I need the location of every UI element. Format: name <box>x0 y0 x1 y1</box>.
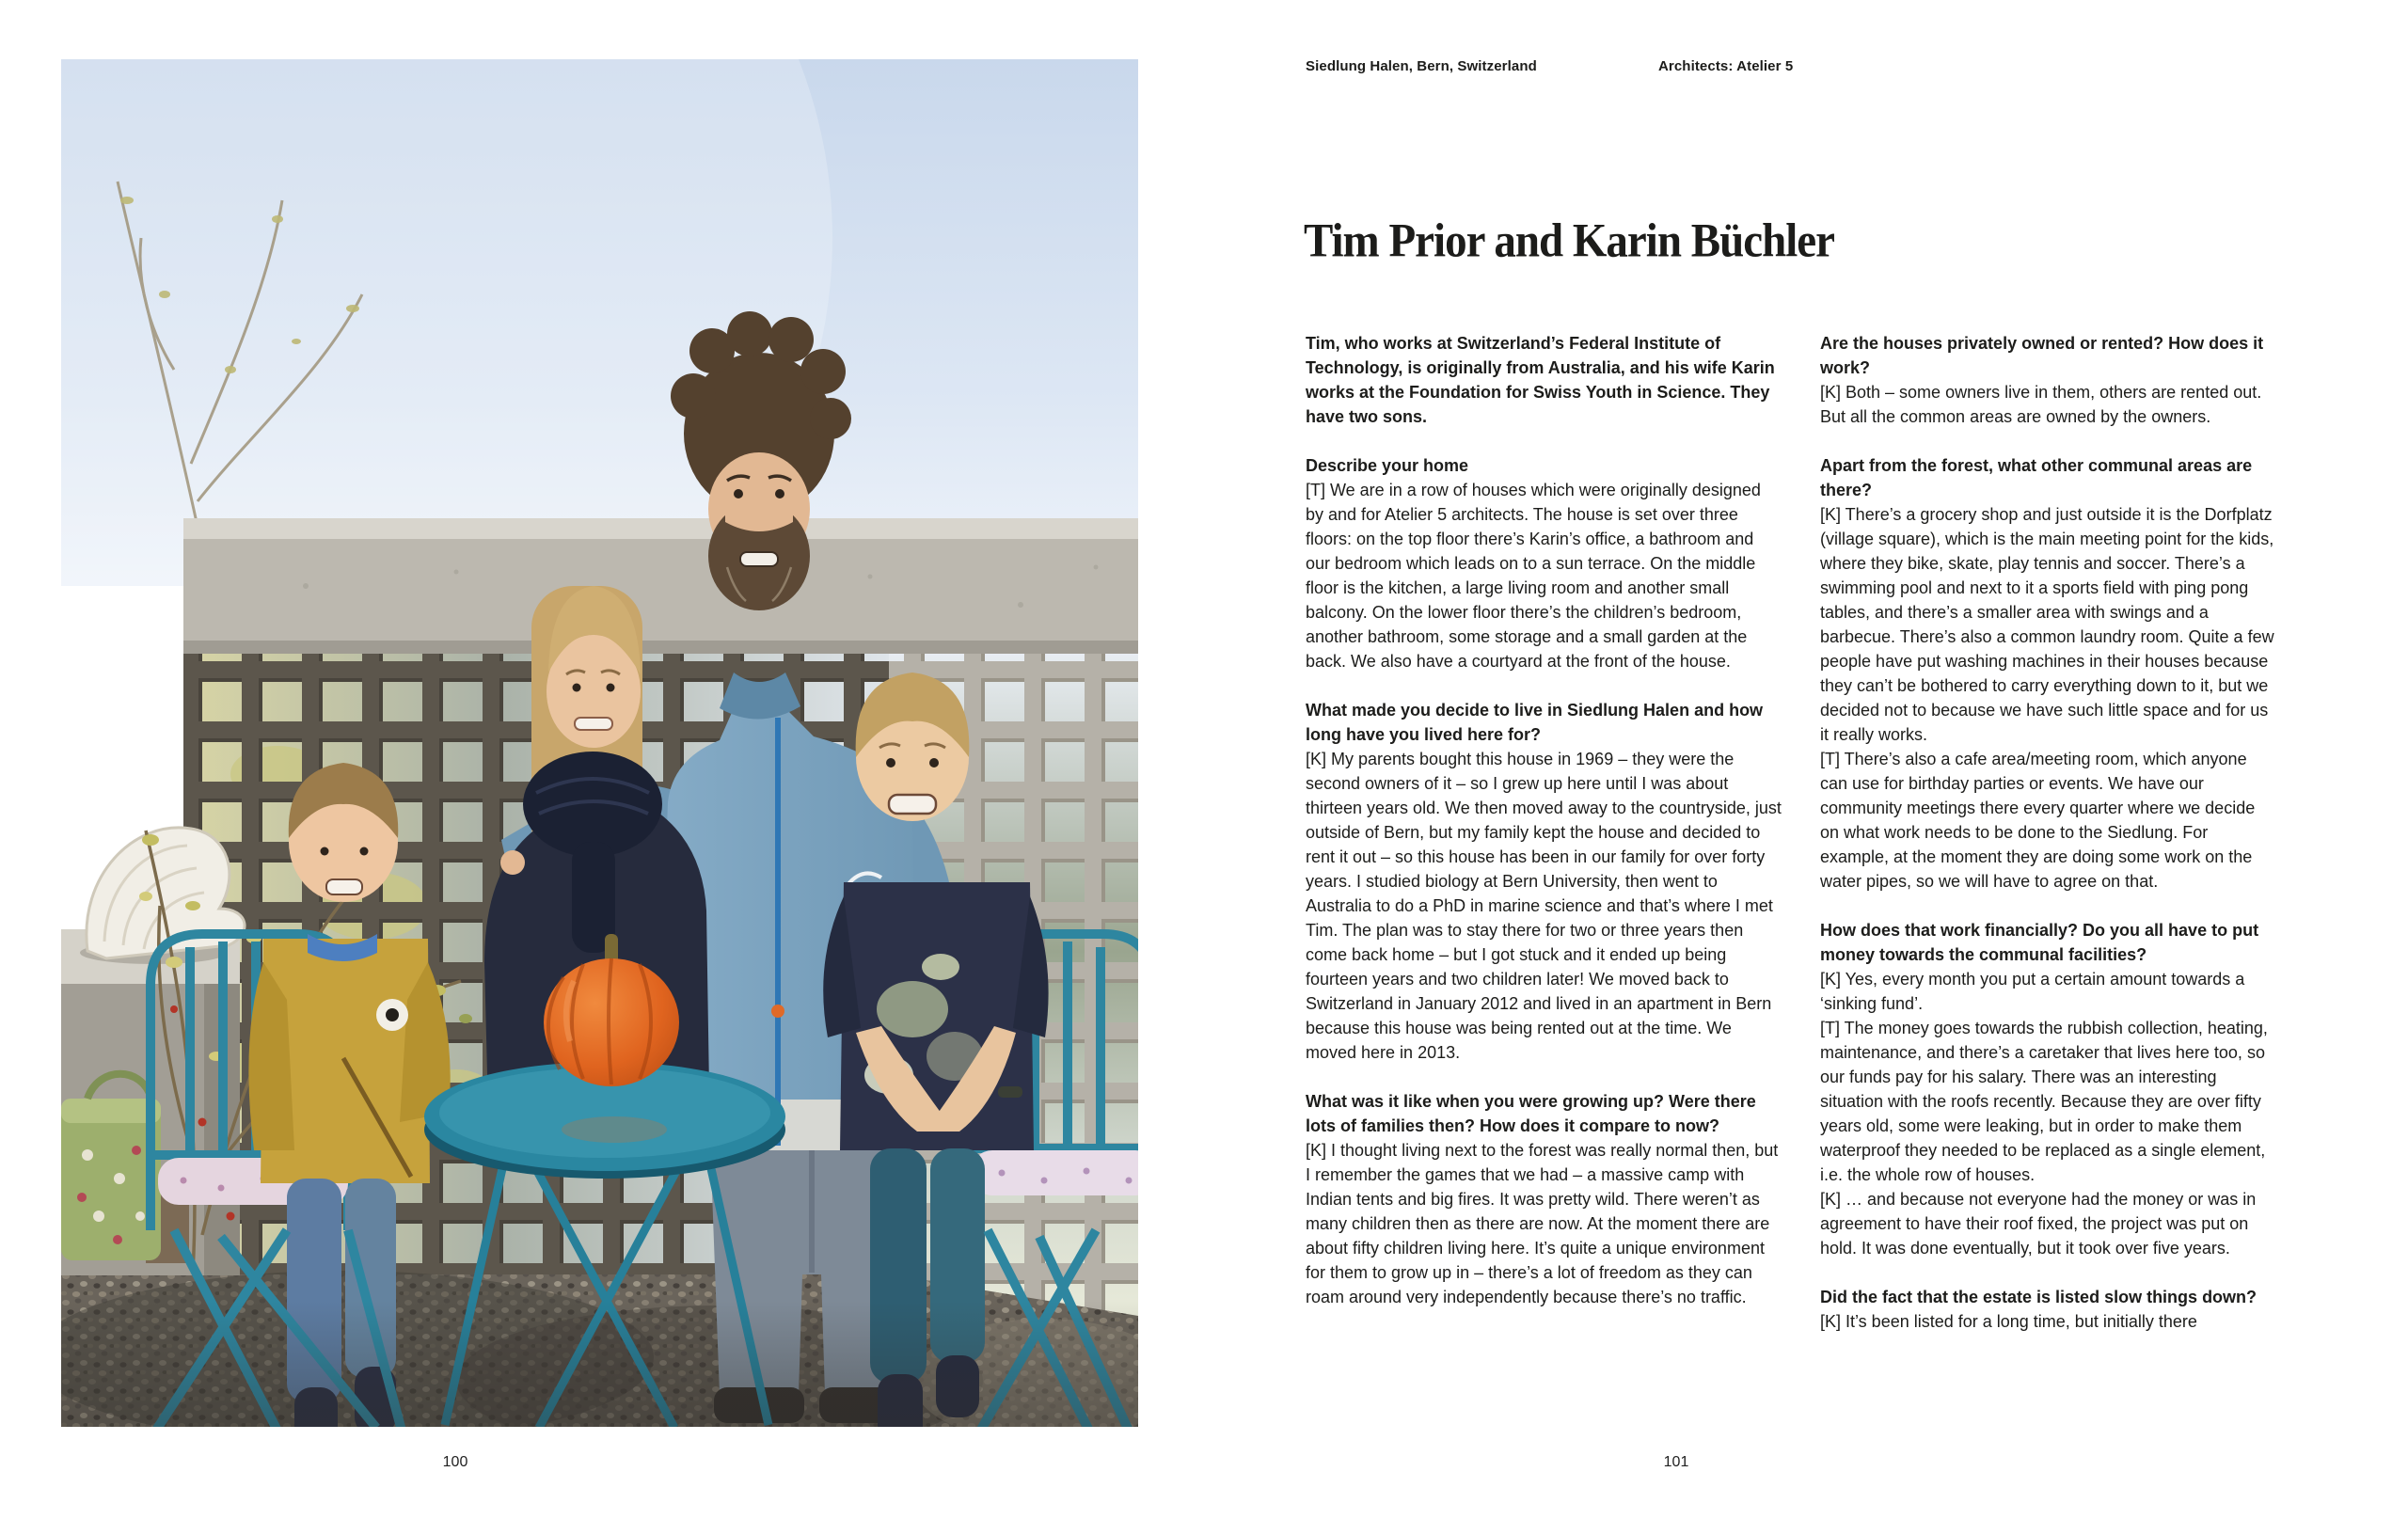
interview-column-right <box>1820 331 2275 1334</box>
qa-section <box>1820 453 2275 894</box>
question: How does that work financially? Do you all have to put money towards the communal facilities? <box>1820 921 2259 964</box>
running-head-architects: Architects: Atelier 5 <box>1658 58 1794 74</box>
answer-paragraph: [K] Yes, every month you put a certain amount towards a ‘sinking fund’. <box>1820 970 2245 1013</box>
question: Apart from the forest, what other communal areas are there? <box>1820 456 2253 499</box>
father-hand-on-shoulder <box>500 850 525 875</box>
right-chair-cushion <box>972 1150 1138 1195</box>
qa-section <box>1306 698 1782 1065</box>
answer-paragraph: [T] We are in a row of houses which were originally designed by and for Atelier 5 architects. The house is set over three floors: on the top floor there’s Karin’s office, a bathroom and our bedroom which leads on to a sun terrace. On the middle floor is the kitchen, a large living room and another small balcony. On the lower floor there’s the children’s bedroom, another bathroom, some storage and a small garden at the back. We also have a courtyard at the front of the house. <box>1306 481 1761 671</box>
qa-section <box>1820 1285 2275 1334</box>
wristband <box>998 1086 1022 1098</box>
answer-paragraph: [K] Both – some owners live in them, others are rented out. But all the common areas are owned by the owners. <box>1820 383 2262 426</box>
answer-paragraph: [K] My parents bought this house in 1969 – they were the second owners of it – so I grew up here until I was about thirteen years old. We then moved away to the countryside, just outside of Bern, but my family kept the house and decided to rent it out – so this house has been in our family for over forty years. I studied biology at Bern University, then went to Australia to do a PhD in marine science and that’s where I met Tim. The plan was to stay there for two or three years then come back home – but I got stuck and it ended up being fourteen years and two children later! We moved back to Switzerland in January 2012 and lived in an apartment in Bern because this house was being rented out at the time. We moved here in 2013. <box>1306 750 1782 1062</box>
question: Describe your home <box>1306 456 1469 475</box>
family-photo <box>61 59 1138 1427</box>
answer-paragraph: [K] It’s been listed for a long time, but initially there <box>1820 1312 2197 1331</box>
page-number-left: 100 <box>442 1454 468 1470</box>
intro-paragraph: Tim, who works at Switzerland’s Federal Institute of Technology, is originally from Australia, and his wife Karin works at the Foundation for Swiss Youth in Science. They have two sons. <box>1306 334 1775 426</box>
question: What was it like when you were growing up? Were there lots of families then? How does it compare to now? <box>1306 1092 1756 1135</box>
concrete-parapet <box>183 518 1138 654</box>
vignette <box>61 1301 1138 1427</box>
answer-paragraph: [K] … and because not everyone had the money or was in agreement to have their roof fixed, the project was put on hold. It was done eventually, but it took over five years. <box>1820 1190 2257 1258</box>
qa-section <box>1820 331 2275 429</box>
question: Did the fact that the estate is listed slow things down? <box>1820 1288 2258 1306</box>
interview-column-left <box>1306 331 1782 1309</box>
running-head-location: Siedlung Halen, Bern, Switzerland <box>1306 58 1537 74</box>
page-number-right: 101 <box>1663 1454 1689 1470</box>
question: Are the houses privately owned or rented? How does it work? <box>1820 334 2264 377</box>
qa-section <box>1306 453 1782 673</box>
scarf <box>523 752 662 857</box>
question: What made you decide to live in Siedlung Halen and how long have you lived here for? <box>1306 701 1764 744</box>
answer-paragraph: [T] There’s also a cafe area/meeting room, which anyone can use for birthday parties or events. We have our community meetings there every quarter where we decide on what work needs to be done to the Siedlung. For example, at the moment they are doing some work on the water pipes, so we will have to agree on that. <box>1820 750 2256 891</box>
qa-section <box>1820 918 2275 1260</box>
pumpkin-reflection <box>562 1116 667 1143</box>
answer-paragraph: [K] I thought living next to the forest was really normal then, but I remember the games that we had – a massive camp with Indian tents and big fires. It was pretty wild. There weren’t as many children then as there are now. At the moment there are about fifty children living here. It’s quite a unique environment for them to grow up in – there’s a lot of freedom as they can roam around very independently because there’s no traffic. <box>1306 1141 1779 1306</box>
page-title: Tim Prior and Karin Büchler <box>1304 214 1835 268</box>
qa-section <box>1306 1089 1782 1309</box>
family-photo-illustration <box>61 59 1138 1427</box>
zipper-pull <box>771 1005 784 1018</box>
answer-paragraph: [K] There’s a grocery shop and just outside it is the Dorfplatz (village square), which is the main meeting point for the kids, where they bike, skate, play tennis and soccer. There’s a swimming pool and next to it a sports field with ping pong tables, and there’s a smaller area with swings and a barbecue. There’s also a common laundry room. Quite a few people have put washing machines in their houses because they can’t be bothered to carry everything down to it, but we decided not to because we have such little space and for us it really works. <box>1820 505 2274 744</box>
answer-paragraph: [T] The money goes towards the rubbish collection, heating, maintenance, and there’s a caretaker that lives here too, so our funds pay for his salary. There was an interesting situation with the roofs recently. Because they are over fifty years old, some were leaking, but in order to make them waterproof they needed to be replaced as a single element, i.e. the whole row of houses. <box>1820 1019 2268 1184</box>
